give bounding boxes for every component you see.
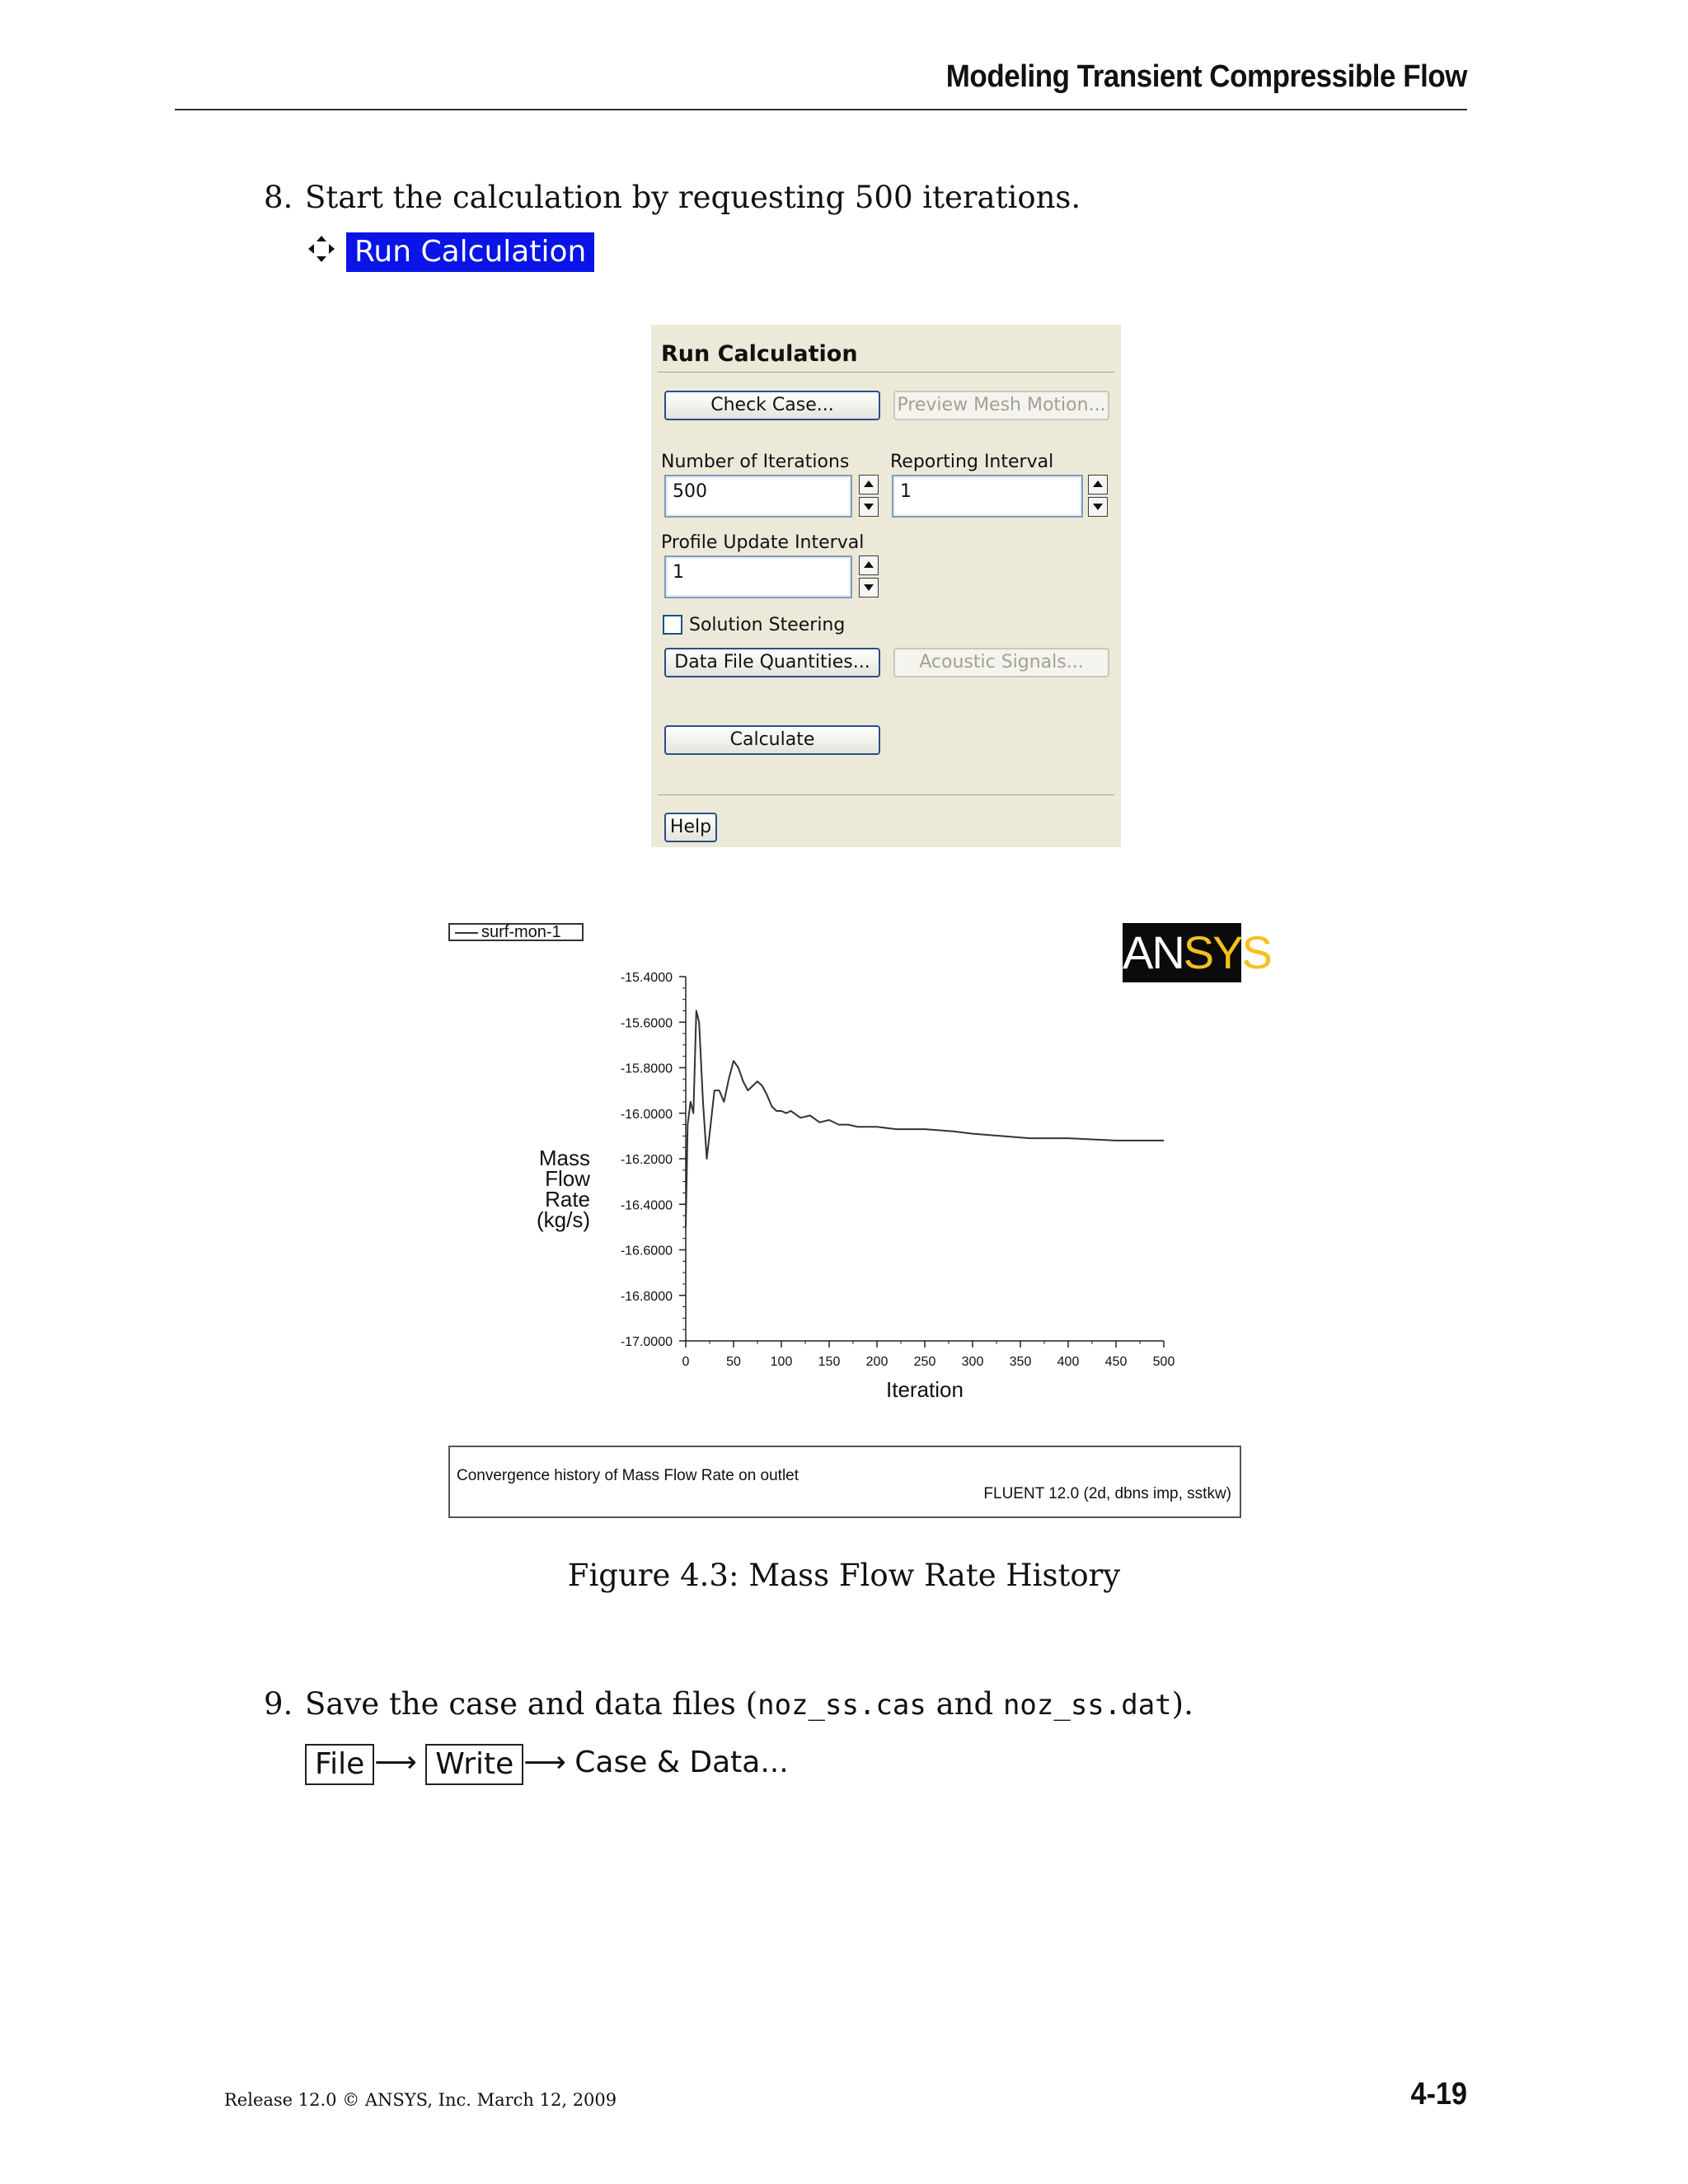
x-tick-label: 400 [1057,1355,1080,1369]
solution-steering-label: Solution Steering [689,615,846,635]
y-tick-label: -16.6000 [620,1244,673,1258]
running-header: Modeling Transient Compressible Flow [945,59,1467,94]
step-8-number: 8. [264,180,293,215]
y-tick-label: -15.8000 [620,1062,673,1076]
y-axis-label: Mass Flow Rate (kg/s) [537,1146,590,1232]
help-button[interactable]: Help [664,813,717,842]
data-filename: noz_ss.dat [1002,1689,1172,1722]
solution-steering-checkbox[interactable] [663,615,682,635]
calculate-button[interactable]: Calculate [664,725,880,755]
menu-case-data[interactable]: Case & Data... [574,1746,789,1779]
figure-caption: Figure 4.3: Mass Flow Rate History [567,1558,1121,1593]
legend-label: surf-mon-1 [481,923,561,941]
reporting-interval-label: Reporting Interval [890,452,1054,472]
panel-divider [658,372,1114,373]
y-tick-label: -15.4000 [620,971,673,985]
series-line-1 [686,1010,1164,1227]
menu-write[interactable]: Write [425,1744,523,1785]
reporting-interval-input[interactable]: 1 [892,475,1083,518]
menu-arrow: ⟶ [374,1746,417,1779]
x-tick-label: 150 [818,1355,841,1369]
step-8-text: Start the calculation by requesting 500 iterations. [305,180,1081,215]
x-tick-label: 350 [1009,1355,1032,1369]
iterations-label: Number of Iterations [661,452,850,472]
reporting-interval-stepper[interactable] [1088,475,1108,518]
y-tick-label: -15.6000 [620,1016,673,1031]
check-case-button[interactable]: Check Case... [664,391,880,420]
plot-caption-right: FLUENT 12.0 (2d, dbns imp, sstkw) [983,1485,1231,1502]
menu-file[interactable]: File [305,1744,374,1785]
increment-arrow-icon[interactable] [859,475,879,494]
x-axis-label: Iteration [886,1377,964,1402]
x-tick-label: 50 [726,1355,741,1369]
footer-release: Release 12.0 © ANSYS, Inc. March 12, 2009 [224,2090,617,2110]
panel-title: Run Calculation [661,341,858,367]
plot-caption-left: Convergence history of Mass Flow Rate on outlet [457,1467,799,1484]
move-arrows-icon [305,232,338,265]
iterations-stepper[interactable] [859,475,879,518]
logo-sys: SYS [1183,926,1271,978]
ribbon-tab-run-calculation[interactable]: Run Calculation [346,232,594,272]
menu-arrow: ⟶ [523,1746,566,1779]
x-tick-label: 450 [1104,1355,1128,1369]
page-number: 4-19 [1410,2077,1467,2111]
profile-update-input[interactable]: 1 [664,555,852,598]
y-tick-label: -17.0000 [620,1335,673,1349]
y-tick-label: -16.2000 [620,1153,673,1167]
logo-an: AN [1123,926,1184,978]
header-rule [175,109,1467,110]
menu-path [305,1744,789,1785]
x-tick-label: 200 [865,1355,889,1369]
step-9-text-a: Save the case and data files ( [305,1686,758,1722]
increment-arrow-icon[interactable] [1088,475,1108,494]
decrement-arrow-icon[interactable] [859,497,879,517]
y-tick-label: -16.0000 [620,1107,673,1122]
profile-update-label: Profile Update Interval [661,532,865,553]
line-chart [445,907,1245,1442]
run-calculation-panel [651,325,1121,847]
x-tick-label: 100 [770,1355,793,1369]
y-tick-label: -16.8000 [620,1289,673,1304]
step-9-text [305,1686,1193,1722]
data-file-quantities-button[interactable]: Data File Quantities... [664,648,880,677]
increment-arrow-icon[interactable] [859,555,879,575]
preview-mesh-motion-button[interactable]: Preview Mesh Motion... [893,391,1109,420]
case-filename: noz_ss.cas [757,1689,926,1722]
x-tick-label: 300 [961,1355,984,1369]
x-tick-label: 0 [682,1355,690,1369]
plot-caption-box [448,1446,1241,1518]
mass-flow-rate-plot [445,907,1271,1533]
y-tick-label: -16.4000 [620,1198,673,1213]
step-9-text-c: ). [1171,1686,1193,1722]
decrement-arrow-icon[interactable] [1088,497,1108,517]
panel-divider [658,794,1114,795]
x-tick-label: 250 [913,1355,936,1369]
acoustic-signals-button[interactable]: Acoustic Signals... [893,648,1109,677]
x-tick-label: 500 [1152,1355,1175,1369]
iterations-input[interactable]: 500 [664,475,852,518]
profile-update-stepper[interactable] [859,555,879,598]
step-9-text-b: and [926,1686,1003,1722]
step-9-number: 9. [264,1686,293,1722]
decrement-arrow-icon[interactable] [859,578,879,598]
